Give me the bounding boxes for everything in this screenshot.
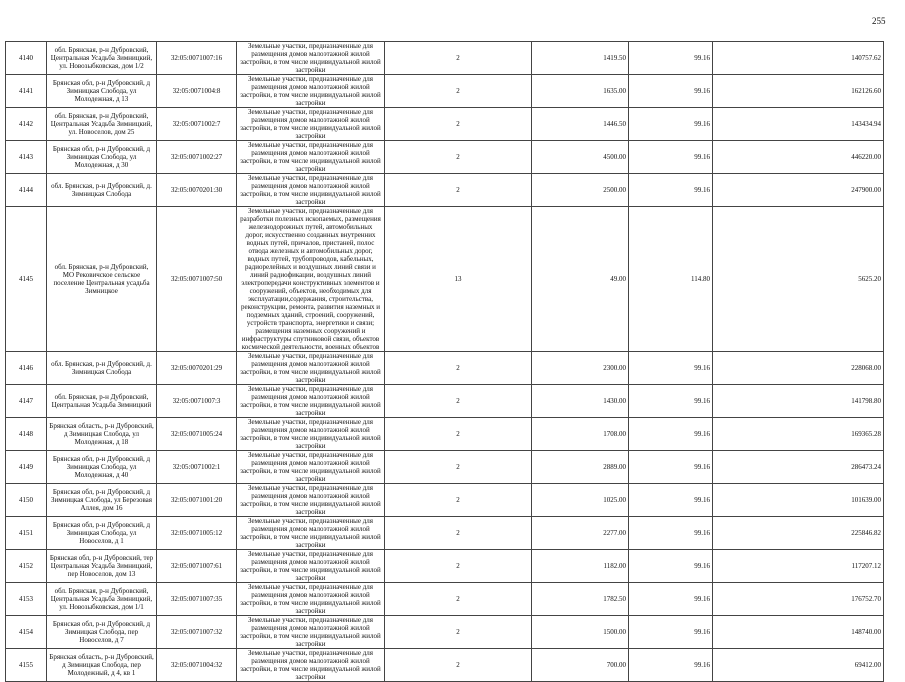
address-cell: Брянская обл, р-н Дубровский, д Зимницкая Слобода, ул Березовая Аллея, дом 16	[47, 484, 157, 517]
rate-cell: 99.16	[629, 141, 713, 174]
cadastral-value-table	[5, 41, 884, 682]
cadastral-value-cell: 5625.20	[713, 207, 884, 352]
rate-cell: 99.16	[629, 649, 713, 682]
cadastral-value-cell: 225846.82	[713, 517, 884, 550]
row-number: 4146	[6, 352, 47, 385]
area-cell: 1419.50	[532, 42, 629, 75]
address-cell: обл. Брянская, р-н Дубровский, Центральная Усадьба Зимницкий, ул. Новоселов, дом 25	[47, 108, 157, 141]
area-cell: 1708.00	[532, 418, 629, 451]
cadastral-number-cell: 32:05:0071002:7	[157, 108, 237, 141]
address-cell: обл. Брянская, р-н Дубровский, д. Зимницкая Слобода	[47, 352, 157, 385]
cadastral-number-cell: 32:05:0071005:12	[157, 517, 237, 550]
group-code-cell: 2	[385, 451, 532, 484]
area-cell: 1182.00	[532, 550, 629, 583]
row-number: 4149	[6, 451, 47, 484]
table-body	[6, 42, 884, 682]
address-cell: Брянская обл, р-н Дубровский, тер Центральная Усадьба Зимницкий, пер Новоселов, дом 13	[47, 550, 157, 583]
group-code-cell: 2	[385, 42, 532, 75]
group-code-cell: 2	[385, 550, 532, 583]
address-cell: обл. Брянская, р-н Дубровский, Центральная Усадьба Зимницкий, ул. Новозыбковская, дом 1/2	[47, 42, 157, 75]
address-cell: Брянская обл, р-н Дубровский, д Зимницкая Слобода, ул Новоселов, д 1	[47, 517, 157, 550]
table-row	[6, 141, 884, 174]
group-code-cell: 2	[385, 583, 532, 616]
table-row	[6, 616, 884, 649]
area-cell: 49.00	[532, 207, 629, 352]
cadastral-value-cell: 176752.70	[713, 583, 884, 616]
land-use-cell: Земельные участки, предназначенные для размещения домов малоэтажной жилой застройки, в том числе индивидуальной жилой застройки	[237, 418, 385, 451]
table-row	[6, 451, 884, 484]
group-code-cell: 2	[385, 517, 532, 550]
area-cell: 2277.00	[532, 517, 629, 550]
address-cell: обл. Брянская, р-н Дубровский, Центральная Усадьба Зимницкий, ул. Новозыбковская, дом 1/1	[47, 583, 157, 616]
address-cell: Брянская область, р-н Дубровский, д Зимницкая Слобода, пер Молодежный, д 4, кв 1	[47, 649, 157, 682]
land-use-cell: Земельные участки, предназначенные для размещения домов малоэтажной жилой застройки, в том числе индивидуальной жилой застройки	[237, 550, 385, 583]
land-use-cell: Земельные участки, предназначенные для разработки полезных ископаемых, размещения железнодорожных путей, автомобильных дорог, искусственно созданных внутренних водных путей, причалов, пристаней, полос отвода железных и автомобильных дорог, водных путей, трубопроводов, кабельных, радиорелейных и воздушных линий связи и линий радиофикации, воздушных линий электропередачи конструктивных элементов и сооружений, объектов, необходимых для эксплуатации,содержания, строительства, реконструкции, ремонта, развития наземных и подземных зданий, строений, сооружений, устройств транспорта, энергетики и связи; размещения наземных сооружений и инфраструктуры спутниковой связи, объектов космической деятельности, военных объектов	[237, 207, 385, 352]
land-use-cell: Земельные участки, предназначенные для размещения домов малоэтажной жилой застройки, в том числе индивидуальной жилой застройки	[237, 385, 385, 418]
rate-cell: 99.16	[629, 42, 713, 75]
cadastral-number-cell: 32:05:0071007:50	[157, 207, 237, 352]
table-row	[6, 108, 884, 141]
rate-cell: 99.16	[629, 385, 713, 418]
cadastral-number-cell: 32:05:0071007:16	[157, 42, 237, 75]
address-cell: Брянская обл, р-н Дубровский, д Зимницкая Слобода, пер Новоселов, д 7	[47, 616, 157, 649]
row-number: 4140	[6, 42, 47, 75]
rate-cell: 99.16	[629, 174, 713, 207]
rate-cell: 99.16	[629, 451, 713, 484]
row-number: 4141	[6, 75, 47, 108]
cadastral-number-cell: 32:05:0070201:30	[157, 174, 237, 207]
land-use-cell: Земельные участки, предназначенные для размещения домов малоэтажной жилой застройки, в том числе индивидуальной жилой застройки	[237, 451, 385, 484]
cadastral-value-cell: 101639.00	[713, 484, 884, 517]
row-number: 4148	[6, 418, 47, 451]
cadastral-value-cell: 169365.28	[713, 418, 884, 451]
table-row	[6, 583, 884, 616]
cadastral-value-cell: 69412.00	[713, 649, 884, 682]
rate-cell: 99.16	[629, 583, 713, 616]
table-row	[6, 484, 884, 517]
area-cell: 2300.00	[532, 352, 629, 385]
address-cell: Брянская обл, р-н Дубровский, д Зимницкая Слобода, ул Молодежная, д 30	[47, 141, 157, 174]
area-cell: 1635.00	[532, 75, 629, 108]
group-code-cell: 2	[385, 616, 532, 649]
area-cell: 1025.00	[532, 484, 629, 517]
rate-cell: 99.16	[629, 418, 713, 451]
row-number: 4142	[6, 108, 47, 141]
row-number: 4153	[6, 583, 47, 616]
land-use-cell: Земельные участки, предназначенные для размещения домов малоэтажной жилой застройки, в том числе индивидуальной жилой застройки	[237, 583, 385, 616]
cadastral-value-cell: 117207.12	[713, 550, 884, 583]
cadastral-value-cell: 247900.00	[713, 174, 884, 207]
cadastral-value-cell: 141798.80	[713, 385, 884, 418]
row-number: 4147	[6, 385, 47, 418]
group-code-cell: 2	[385, 108, 532, 141]
land-use-cell: Земельные участки, предназначенные для размещения домов малоэтажной жилой застройки, в том числе индивидуальной жилой застройки	[237, 141, 385, 174]
row-number: 4154	[6, 616, 47, 649]
rate-cell: 114.80	[629, 207, 713, 352]
table-row	[6, 385, 884, 418]
group-code-cell: 13	[385, 207, 532, 352]
cadastral-number-cell: 32:05:0071007:61	[157, 550, 237, 583]
row-number: 4155	[6, 649, 47, 682]
group-code-cell: 2	[385, 75, 532, 108]
cadastral-value-cell: 286473.24	[713, 451, 884, 484]
table-row	[6, 352, 884, 385]
row-number: 4152	[6, 550, 47, 583]
cadastral-number-cell: 32:05:0071005:24	[157, 418, 237, 451]
rate-cell: 99.16	[629, 352, 713, 385]
cadastral-number-cell: 32:05:0071007:32	[157, 616, 237, 649]
area-cell: 1782.50	[532, 583, 629, 616]
cadastral-number-cell: 32:05:0071004:32	[157, 649, 237, 682]
address-cell: обл. Брянская, р-н Дубровский, Центральная Усадьба Зимницкий	[47, 385, 157, 418]
land-use-cell: Земельные участки, предназначенные для размещения домов малоэтажной жилой застройки, в том числе индивидуальной жилой застройки	[237, 649, 385, 682]
rate-cell: 99.16	[629, 517, 713, 550]
area-cell: 1500.00	[532, 616, 629, 649]
cadastral-value-cell: 228068.00	[713, 352, 884, 385]
cadastral-number-cell: 32:05:0071002:27	[157, 141, 237, 174]
page-number: 255	[872, 16, 886, 26]
rate-cell: 99.16	[629, 616, 713, 649]
table-row	[6, 517, 884, 550]
table-row	[6, 207, 884, 352]
group-code-cell: 2	[385, 484, 532, 517]
group-code-cell: 2	[385, 385, 532, 418]
group-code-cell: 2	[385, 649, 532, 682]
area-cell: 2889.00	[532, 451, 629, 484]
cadastral-number-cell: 32:05:0070201:29	[157, 352, 237, 385]
cadastral-number-cell: 32:05:0071004:8	[157, 75, 237, 108]
area-cell: 700.00	[532, 649, 629, 682]
address-cell: Брянская обл, р-н Дубровский, д Зимницкая Слобода, ул Молодежная, д 40	[47, 451, 157, 484]
cadastral-value-cell: 140757.62	[713, 42, 884, 75]
rate-cell: 99.16	[629, 484, 713, 517]
cadastral-value-cell: 446220.00	[713, 141, 884, 174]
cadastral-value-cell: 148740.00	[713, 616, 884, 649]
land-use-cell: Земельные участки, предназначенные для размещения домов малоэтажной жилой застройки, в том числе индивидуальной жилой застройки	[237, 352, 385, 385]
cadastral-number-cell: 32:05:0071007:3	[157, 385, 237, 418]
row-number: 4143	[6, 141, 47, 174]
group-code-cell: 2	[385, 418, 532, 451]
land-use-cell: Земельные участки, предназначенные для размещения домов малоэтажной жилой застройки, в том числе индивидуальной жилой застройки	[237, 42, 385, 75]
group-code-cell: 2	[385, 352, 532, 385]
area-cell: 1446.50	[532, 108, 629, 141]
cadastral-value-cell: 162126.60	[713, 75, 884, 108]
rate-cell: 99.16	[629, 108, 713, 141]
row-number: 4145	[6, 207, 47, 352]
table-row	[6, 75, 884, 108]
area-cell: 2500.00	[532, 174, 629, 207]
land-use-cell: Земельные участки, предназначенные для размещения домов малоэтажной жилой застройки, в том числе индивидуальной жилой застройки	[237, 75, 385, 108]
row-number: 4144	[6, 174, 47, 207]
group-code-cell: 2	[385, 141, 532, 174]
table-row	[6, 649, 884, 682]
address-cell: Брянская область, р-н Дубровский, д Зимницкая Слобода, ул Молодежная, д 18	[47, 418, 157, 451]
rate-cell: 99.16	[629, 550, 713, 583]
cadastral-number-cell: 32:05:0071002:1	[157, 451, 237, 484]
row-number: 4150	[6, 484, 47, 517]
land-use-cell: Земельные участки, предназначенные для размещения домов малоэтажной жилой застройки, в том числе индивидуальной жилой застройки	[237, 108, 385, 141]
cadastral-number-cell: 32:05:0071001:20	[157, 484, 237, 517]
address-cell: обл. Брянская, р-н Дубровский, МО Рековичское сельское поселение Центральная усадьба Зимницкое	[47, 207, 157, 352]
address-cell: Брянская обл, р-н Дубровский, д Зимницкая Слобода, ул Молодежная, д 13	[47, 75, 157, 108]
group-code-cell: 2	[385, 174, 532, 207]
land-use-cell: Земельные участки, предназначенные для размещения домов малоэтажной жилой застройки, в том числе индивидуальной жилой застройки	[237, 484, 385, 517]
address-cell: обл. Брянская, р-н Дубровский, д. Зимницкая Слобода	[47, 174, 157, 207]
table-row	[6, 174, 884, 207]
area-cell: 1430.00	[532, 385, 629, 418]
table-row	[6, 550, 884, 583]
cadastral-number-cell: 32:05:0071007:35	[157, 583, 237, 616]
cadastral-value-cell: 143434.94	[713, 108, 884, 141]
rate-cell: 99.16	[629, 75, 713, 108]
land-use-cell: Земельные участки, предназначенные для размещения домов малоэтажной жилой застройки, в том числе индивидуальной жилой застройки	[237, 616, 385, 649]
table-row	[6, 418, 884, 451]
area-cell: 4500.00	[532, 141, 629, 174]
land-use-cell: Земельные участки, предназначенные для размещения домов малоэтажной жилой застройки, в том числе индивидуальной жилой застройки	[237, 174, 385, 207]
row-number: 4151	[6, 517, 47, 550]
table-row	[6, 42, 884, 75]
land-use-cell: Земельные участки, предназначенные для размещения домов малоэтажной жилой застройки, в том числе индивидуальной жилой застройки	[237, 517, 385, 550]
